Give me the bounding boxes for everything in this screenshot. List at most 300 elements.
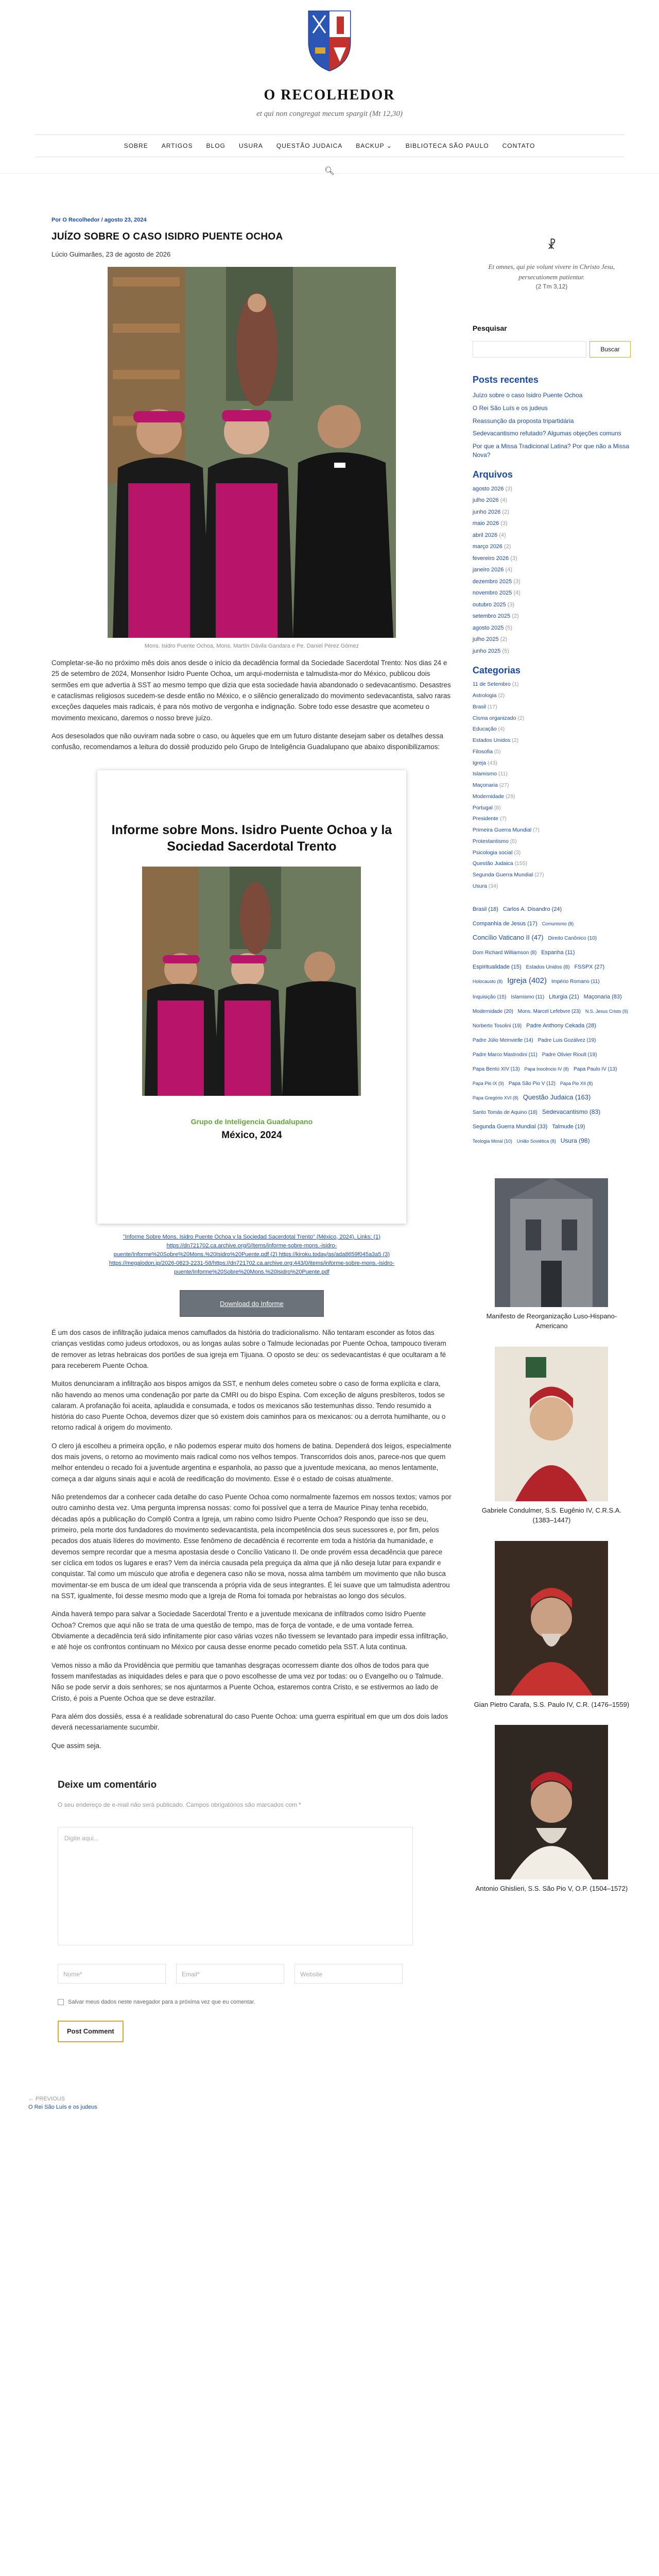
category-link[interactable] [473,815,631,823]
category-link-label: Segunda Guerra Mundial [472,872,533,878]
archive-link-label: junho 2026 [472,509,501,515]
tag-link[interactable] [507,976,547,985]
recent-post-link[interactable]: O Rei São Luís e os judeus [472,404,548,412]
tag-count: (11) [528,1052,537,1058]
archive-link-label: outubro 2025 [472,601,506,608]
tag-label: Concílio Vaticano II [472,933,530,941]
archive-link-count: (4) [500,497,508,504]
tag-count: (33) [537,1123,548,1130]
tag-link[interactable] [473,1081,504,1086]
tag-link[interactable] [523,1093,591,1101]
eugene-iv-portrait[interactable] [495,1347,608,1501]
tag-link[interactable] [503,906,562,912]
site-logo[interactable] [304,6,355,73]
tag-count: (8) [568,921,574,926]
tag-count: (12) [546,1080,556,1087]
tag-label: Papa Pio IX [472,1080,497,1086]
archive-list [473,485,631,656]
tag-link[interactable] [518,1009,581,1014]
nav-item[interactable]: SOBRE [124,142,148,149]
tag-label: Questão Judaica [523,1093,574,1101]
main-content [28,216,452,2042]
archive-link-label: junho 2025 [472,648,501,654]
tag-label: Direito Canônico [548,935,586,941]
email-field[interactable]: Email* [176,1964,284,1984]
tag-link[interactable] [511,994,544,1000]
tag-label: FSSPX [574,963,593,970]
tag-label: Usura [560,1137,577,1144]
quote-text: Et omnes, qui pie volunt vivere in Christo Jesu, persecutionem patientur. [488,263,615,281]
tag-link[interactable] [584,994,622,1000]
post-byline: Lúcio Guimarães, 23 de agosto de 2026 [51,250,171,258]
category-link[interactable] [473,681,631,689]
tag-label: Norberto Tosolini [472,1023,511,1029]
nav-item[interactable]: CONTATO [502,142,535,149]
category-link[interactable] [473,826,631,835]
tag-label: Papa Bento XIV [472,1066,509,1072]
nav-item[interactable]: ARTIGOS [161,142,193,149]
sidebar-search-button[interactable]: Buscar [589,341,631,358]
category-link[interactable] [473,849,631,857]
comment-textarea[interactable]: Digite aqui... [58,1827,413,1945]
category-link-count: (2) [512,737,519,744]
category-link[interactable] [473,838,631,846]
chi-rho-icon: ☧ [547,239,557,251]
tag-count: (24) [551,906,562,912]
archive-link[interactable] [473,485,631,494]
nav-item[interactable]: BLOG [206,142,226,149]
tag-label: Mons. Marcel Lefebvre [517,1008,570,1014]
report-title: Informe sobre Mons. Isidro Puente Ochoa y la Sociedad Sacerdotal Trento [111,822,392,854]
archive-link-count: (5) [505,624,512,631]
categories-list [473,681,631,890]
tag-count: (9) [622,1008,628,1014]
tag-count: (8) [497,978,503,984]
category-link[interactable] [473,703,631,711]
tag-count: (21) [569,993,579,1000]
tag-count: (14) [524,1037,533,1043]
tag-link[interactable] [473,906,498,912]
archive-title: Arquivos [472,469,513,480]
photo-caption: Mons. Isidro Puente Ochoa, Mons. Martín Dávila Gandara e Pe. Daniel Pérez Gómez [144,642,359,649]
tag-link[interactable] [560,1081,593,1086]
tag-link[interactable] [549,994,579,1000]
tag-link[interactable] [526,964,570,970]
category-link-label: Estados Unidos [472,737,511,744]
archive-link[interactable] [473,647,631,656]
category-link-count: (34) [488,883,498,889]
paul-iv-portrait[interactable] [495,1541,608,1696]
category-link-count: (2) [498,692,505,699]
archive-link[interactable] [473,554,631,563]
report-links-text[interactable]: "Informe Sobre Mons. Isidro Puente Ochoa y la Sociedad Sacerdotal Trento" (México, 2024). Links: (1) https://dn721702.ca.archive.org/0/items/informe-sobre-mons.-isidro-puente/Informe%20Sobre%20Mons.%20Isidro%20Puente.pdf (2) https://kiroku.today/as/ada8659f045a3a5 (3) https://megalodon.jp/2026-0823-2231-58/https://dn721702.ca.archive.org:443/0/items/informe-sobre-mons.-isidro-puente/Informe%20Sobre%20Mons.%20Isidro%20Puente.pdf [109,1233,394,1275]
category-link-count: (8) [494,804,501,811]
tag-link[interactable] [473,1124,548,1130]
tag-label: Sedevacantismo [542,1108,588,1115]
tag-count: (9) [498,1080,504,1086]
sidebar-search-input[interactable] [473,341,586,358]
category-link-label: Presidente [472,816,499,822]
site-header [0,6,659,174]
post-photo [108,267,396,651]
tag-link[interactable] [473,950,536,956]
body-paragraph: Muitos denunciaram a infiltração aos bispos amigos da SST, e nenhum deles cometeu sobre o caso de forma explícita e clara, não havendo ao menos uma condenação por parte da CMRI ou do bispo Espina. Com exceção de alguns presbíteros, todos se calaram. A profanação foi aceita, aplaudida e consumada, e todos os mexicanos são testemunhas disso. Tendo resumido a história do caso Puente Ochoa, devemos dizer que só existem dois caminhos para os mexicanos: ou a derrota humilhante, ou o retorno radical à origem do movimento. [51,1380,446,1432]
comment-fields [58,1964,446,1984]
tag-label: N.S. Jesus Cristo [585,1008,621,1014]
tag-label: Dom Richard Williamson [472,950,529,956]
category-link-label: Astrologia [472,692,497,699]
tag-label: Estados Unidos [526,964,562,970]
tag-link[interactable] [542,921,574,926]
recent-post-link[interactable]: Reassunção da proposta tripartidária [472,417,574,425]
tag-label: Liturgia [549,993,568,1000]
intro-paragraph: Completar-se-ão no próximo mês dois anos desde o início da decadência formal da Sociedade Sacerdotal Trento: Nos dias 24 e 25 de setembro de 2024, Monsenhor Isidro Puente Ochoa, um arqui-modernista e talmudista-mor do México, publicou dois sermões em que advertia à SST ao mesmo tempo que dizia que esta sociedade havia abandonado o sedevacantismo. Desastres e cataclismas religiosos sucedem-se desde então no México, e o silêncio generalizado do movimento sedevacantista, salvo raras exceções daqueles mais radicais, é para nós motivo de vergonha e indignação. Sobre todo esse desastre que acometeu o movimento mexicano, daremos o nosso breve juízo. [51,659,451,722]
tag-label: Padre Júlio Meinvielle [472,1037,523,1043]
report-photo [142,867,361,1096]
archive-link[interactable] [473,496,631,505]
pius-v-caption[interactable]: Antonio Ghislieri, S.S. São Pio V, O.P. (1504–1572) [475,1885,628,1893]
tag-count: (19) [587,1052,597,1058]
website-field[interactable]: Website [294,1964,403,1984]
body-paragraph: Vemos nisso a mão da Providência que permitiu que tamanhas desgraças ocorressem diante dos olhos de todos para que fossem manifestadas as iniquidades deles e para que o povo escolhesse de uma vez por todas: ou o Evangelho ou o Talmude. Não se pode servir a dois senhores; se nos ajuntarmos a Puente Ochoa, estaremos contra Cristo, e se estivermos ao lado de Cristo, é pois a Puente Ochoa que se deve estrazilar. [51,1661,443,1702]
eugene-iv-caption[interactable]: Gabriele Condulmer, S.S. Eugênio IV, C.R.S.A. (1383–1447) [481,1506,622,1524]
tag-label: Espiritualidade [472,963,510,970]
report-links[interactable] [92,1233,411,1277]
site-title[interactable]: O RECOLHEDOR [264,87,395,103]
save-info[interactable] [58,1998,446,2007]
archive-link[interactable] [473,508,631,517]
category-link-count: (27) [534,872,544,878]
tag-link[interactable] [473,921,537,927]
recent-posts-list [473,391,631,460]
body-paragraph: Ainda haverá tempo para salvar a Sociedade Sacerdotal Trento e a juventude mexicana de infiltrados como Isidro Puente Ochoa? Cremos que aqui não se trata de uma questão de tempo, mas de força de vontade, e de uma vontade ferrea. Obviamente a decadência terá sido infinitamente pior caso várias vozes não tivessem se levantado para impedir essa infiltração, e até hoje os confrontos continuam no México por causa desse enorme pecado cometido pela SST. A luta continua. [51,1610,448,1651]
download-report-button[interactable]: Download do Informe [180,1290,324,1317]
categories-title: Categorias [472,665,521,676]
post-navigation [28,2095,631,2112]
category-link-count: (7) [533,827,540,834]
tag-label: Companhia de Jesus [472,920,526,927]
sidebar [473,216,631,2042]
category-link[interactable] [473,759,631,768]
tag-count: (18) [488,906,498,912]
archive-link[interactable] [473,566,631,574]
archive-link-label: julho 2025 [472,636,499,643]
tag-link[interactable] [473,1009,513,1014]
sidebar-search [473,341,631,358]
tag-label: Inquisição [472,994,496,1000]
tag-label: Padre Luis Gozálvez [537,1037,585,1043]
archive-link-label: setembro 2025 [472,613,511,620]
tag-link[interactable] [473,1095,518,1100]
archive-link[interactable] [473,624,631,633]
nav-item[interactable]: USURA [238,142,263,149]
archive-link[interactable] [473,589,631,598]
archive-link-count: (3) [505,485,512,492]
tag-link[interactable] [574,1066,617,1072]
previous-post-link[interactable]: O Rei São Luís e os judeus [28,2104,97,2111]
category-link-count: (1) [512,681,519,688]
paul-iv-caption[interactable]: Gian Pietro Carafa, S.S. Paulo IV, C.R. (1476–1559) [474,1700,630,1708]
tag-count: (13) [510,1066,520,1072]
archive-link-label: agosto 2026 [472,485,504,492]
tag-link[interactable] [541,950,575,956]
manifesto-caption[interactable]: Manifesto de Reorganização Luso-Hispano-Americano [486,1312,617,1330]
previous-label: ← PREVIOUS [28,2095,65,2102]
tag-link[interactable] [473,1023,522,1029]
category-link-count: (43) [488,759,497,766]
tag-link[interactable] [585,1009,628,1014]
save-info-label: Salvar meus dados neste navegador para a próxima vez que eu comentar. [68,1998,255,2005]
archive-link-label: abril 2026 [472,532,498,538]
category-link[interactable] [473,804,631,812]
recent-posts-title: Posts recentes [472,375,539,385]
tag-link[interactable] [473,964,522,970]
post-comment-button[interactable]: Post Comment [58,2021,124,2042]
tag-label: Comunismo [542,921,567,926]
tag-link[interactable] [473,1066,520,1072]
nav-item[interactable]: BIBLIOTECA SÃO PAULO [405,142,489,149]
sidebar-images [473,1178,631,1894]
archive-link-count: (3) [500,520,508,527]
pius-v-portrait[interactable] [495,1725,608,1879]
category-link-label: Cisma organizado [472,715,516,721]
archive-link-count: (2) [502,509,509,515]
archive-link-count: (3) [507,601,515,608]
tag-link[interactable] [548,936,597,941]
sidebar-quote [473,216,631,312]
tag-link[interactable] [552,1124,585,1130]
category-link-count: (3) [514,849,521,856]
manifesto-image[interactable] [495,1178,608,1307]
tag-link[interactable] [526,1023,596,1029]
archive-link-label: maio 2026 [472,520,499,527]
nav-item[interactable]: BACKUP ⌄ [356,142,392,149]
category-link-count: (155) [514,860,528,867]
tag-label: Igreja [507,976,527,985]
tag-label: União Soviética [516,1138,549,1144]
body-paragraph: Para além dos dossiês, essa é a realidade sobrenatural do caso Puente Ochoa: uma guerra espiritual em que um dos dois lados deverá necessariamente sucumbir. [51,1713,448,1732]
tag-count: (15) [497,994,507,1000]
archive-link-count: (4) [505,567,512,573]
category-link[interactable] [473,782,631,790]
archive-link-label: janeiro 2026 [472,567,504,573]
archive-link-count: (2) [512,613,519,620]
tag-label: Padre Marco Mastrodini [472,1052,527,1058]
archive-link-label: fevereiro 2026 [472,555,509,562]
tag-count: (47) [531,933,544,941]
tag-label: Segunda Guerra Mundial [472,1123,536,1130]
archive-link-count: (3) [513,578,521,585]
recent-post-link[interactable]: Sedevacantismo refutado? Algumas objeções comuns [472,430,621,437]
archive-link-label: agosto 2025 [472,624,504,631]
tag-count: (10) [504,1138,512,1144]
tag-count: (13) [608,1066,617,1072]
tag-link[interactable] [509,1081,556,1087]
archive-link-label: dezembro 2025 [472,578,512,585]
intro-paragraph: Aos desesolados que não ouviram nada sobre o caso, ou àqueles que em um futuro distante desejam saber os detalhes dessa confusão, recomendamos a leitura do dossiê produzido pelo Grupo de Inteligência Guadalupano que abaixo disponibilizamos: [51,732,443,751]
comment-form [51,1778,452,2042]
tag-link[interactable] [473,1110,537,1115]
archive-link-label: novembro 2025 [472,590,512,597]
category-link-label: Islamismo [472,771,497,777]
category-link[interactable] [473,725,631,734]
search-heading: Pesquisar [472,324,507,332]
tag-label: Papa Pio XII [560,1080,586,1086]
report-group: Grupo de Inteligencia Guadalupano [190,1117,313,1126]
tag-count: (8) [550,1138,556,1144]
tag-link[interactable] [473,1038,533,1043]
recent-post-link[interactable]: Juízo sobre o caso Isidro Puente Ochoa [472,392,583,399]
category-link-label: Questão Judaica [472,860,513,867]
tag-link[interactable] [473,979,503,984]
category-link-label: Educação [472,726,497,733]
comment-heading: Deixe um comentário [58,1780,157,1791]
archive-link-label: julho 2026 [472,497,499,504]
tag-count: (17) [527,920,537,927]
category-link-label: Brasil [472,703,487,710]
archive-link[interactable] [473,578,631,586]
tag-count: (10) [587,935,597,941]
tag-label: Brasil [472,906,487,912]
archive-link-count: (2) [504,544,511,550]
archive-link[interactable] [473,519,631,528]
category-link-count: (7) [499,816,507,822]
archive-link[interactable] [473,612,631,621]
archive-link-count: (2) [500,636,508,643]
category-link-count: (4) [498,726,505,733]
report-place: México, 2024 [221,1129,282,1141]
category-link-label: Filosofia [472,748,493,755]
post-title: JUÍZO SOBRE O CASO ISIDRO PUENTE OCHOA [51,231,283,242]
category-link[interactable] [473,692,631,700]
nav-item[interactable]: QUESTÃO JUDAICA [276,142,343,149]
tag-link[interactable] [517,1139,556,1144]
tag-count: (15) [511,963,522,970]
body-paragraph: O clero já escolheu a primeira opção, e não podemos esperar muito dos homens de batina. Dependerá dos leigos, especialmente dos mais jovens, o retorno ao movimento mais radical como nos velhos tempos. Transcorridos dois anos, parece-nos que quem melhor entendeu o recado foi a juventude argentina e espanhola, ao passo que a juventude mexicana, ao menos lentamente, começa a dar alguns sinais aqui e acolá de reedificação do movimento. Esse é o estado de coisas atualmente. [51,1442,452,1483]
archive-link-count: (4) [513,590,521,597]
tag-count: (98) [579,1137,590,1144]
post-body [51,1327,452,1751]
archive-link[interactable] [473,635,631,644]
comment-note: O seu endereço de e-mail não será publicado. Campos obrigatórios são marcados com * [58,1801,301,1808]
tag-cloud [473,901,631,1147]
tag-label: Holocausto [472,978,496,984]
tag-link[interactable] [524,1066,569,1072]
content-layout [28,216,631,2042]
tag-link[interactable] [473,1052,537,1058]
tag-link[interactable] [542,1108,600,1115]
tag-label: Santo Tomás de Aquino [472,1109,527,1115]
category-link[interactable] [473,793,631,801]
archive-link[interactable] [473,531,631,540]
tag-label: Papa Paulo IV [573,1066,606,1072]
tag-link[interactable] [542,1052,597,1058]
category-link-label: Maçonaria [472,782,498,789]
category-link[interactable] [473,871,631,879]
tag-link[interactable] [473,934,544,941]
tag-count: (11) [565,949,575,956]
body-paragraph: Não pretendemos dar a conhecer cada detalhe do caso Puente Ochoa como normalmente fazemos em nossos textos; vamos por outro caminho desta vez. Uma pergunta imprensa nossas: como foi possível que a terra de Maurice Pinay tenha recebido, décadas após a publicação do Complô Contra a Igreja, um rabino como Isidro Puente Ochoa? Respondo que isso se deu, primeiro, pela morte dos fundadores do movimento sedevacantista, pela incompetência dos seus sucessores e, por fim, pelos pecados dos atuais líderes do movimento. Esse fenômeno de decadência é recorrente em toda a história da humanidade, e devemos sempre recordar que a mesma apostasia desde o Concílio Vaticano II. De onde provém essa decadência que parece ser cíclica em todos os lugares e eras? Vem da inércia causada pela preguiça da alma que já não deseja lutar para expandir e conquistar. Tal como um músculo que atrofia e degenera caso não se mova, nossa alma também um movimento que não busca movimentar-se em busca de um ideal que transcenda a própria vida de seus integrantes. É lei suave que um talmudista adentrou na SST, igualmente, foi desse mesmo modo que a Igreja de Roma foi tomada por hebraístas ao longo dos séculos. [51,1493,452,1600]
tag-count: (163) [575,1093,591,1101]
name-field[interactable]: Nome* [58,1964,166,1984]
tag-count: (8) [563,964,570,970]
tag-count: (83) [589,1108,601,1115]
archive-link-count: (5) [502,648,509,654]
tag-count: (11) [535,994,545,1000]
tag-count: (19) [512,1023,522,1029]
tag-count: (8) [530,950,537,956]
tag-link[interactable] [551,979,600,985]
category-link[interactable] [473,860,631,868]
category-link[interactable] [473,737,631,745]
category-link-count: (11) [498,771,508,777]
clergy-photo [108,267,396,638]
main-nav [35,134,625,157]
tag-label: Maçonaria [583,993,611,1000]
category-link-count: (5) [494,748,501,755]
tag-label: Papa Gregório XVI [472,1095,512,1100]
tag-label: Papa São Pio V [508,1080,545,1087]
archive-link[interactable] [473,601,631,609]
category-link-label: Primeira Guerra Mundial [472,827,532,834]
archive-link[interactable] [473,543,631,551]
tag-label: Carlos A. Disandro [502,906,550,912]
category-link-count: (5) [510,838,517,844]
category-link[interactable] [473,770,631,778]
tag-label: Papa Inocêncio IV [524,1066,562,1072]
tag-count: (8) [563,1066,569,1072]
category-link[interactable] [473,715,631,723]
archive-link-count: (3) [510,555,517,562]
site-tagline: et qui non congregat mecum spargit (Mt 12,30) [256,110,403,118]
post-intro [51,657,452,753]
tag-count: (83) [612,993,622,1000]
tag-label: Padre Anthony Cekada [526,1022,585,1029]
category-link[interactable] [473,883,631,891]
tag-link[interactable] [574,964,604,970]
tag-count: (20) [504,1008,513,1014]
tag-label: Modernidade [472,1008,503,1014]
tag-label: Islamismo [511,994,534,1000]
tag-count: (28) [586,1022,596,1029]
category-link-count: (2) [517,715,525,721]
tag-label: Talmude [552,1123,574,1130]
search-icon[interactable]: 🔍︎ [324,166,335,176]
category-link-label: Portugal [472,804,493,811]
body-paragraph: É um dos casos de infiltração judaica menos camuflados da história do tradicionalismo. Não tentaram esconder as fotos das crianças vestidas como judeus ortodoxos, ou as longas aulas sobre o Talmude lecionadas por Puente Ochoa, tampouco tiveram de remover as letras hebraicas dos portões de sua igreja em Tijuana. O oposto se deu: os sedevacantistas é que ocultaram a fé para receberem Puente Ochoa. [51,1328,446,1369]
tag-link[interactable] [538,1038,596,1043]
save-info-checkbox[interactable] [58,1999,64,2005]
tag-count: (8) [512,1095,518,1100]
tag-link[interactable] [473,1139,512,1144]
category-link[interactable] [473,748,631,756]
tag-link[interactable] [473,994,507,1000]
tag-count: (8) [587,1080,593,1086]
quote-reference: (2 Tm 3,12) [535,283,568,290]
body-paragraph: Que assim seja. [51,1741,101,1750]
tag-count: (23) [571,1008,581,1014]
post-meta[interactable]: Por O Recolhedor / agosto 23, 2024 [51,217,147,223]
report-cover [97,770,406,1224]
category-link-label: 11 de Setembro [472,681,511,688]
category-link-label: Protestantismo [472,838,509,844]
tag-label: Padre Olivier Rioult [542,1052,586,1058]
tag-link[interactable] [561,1137,590,1144]
tag-label: Império Romano [551,978,589,985]
recent-post-link[interactable]: Por que a Missa Tradicional Latina? Por que não a Missa Nova? [472,443,629,459]
category-link-label: Usura [472,883,487,889]
archive-link-count: (4) [499,532,506,538]
